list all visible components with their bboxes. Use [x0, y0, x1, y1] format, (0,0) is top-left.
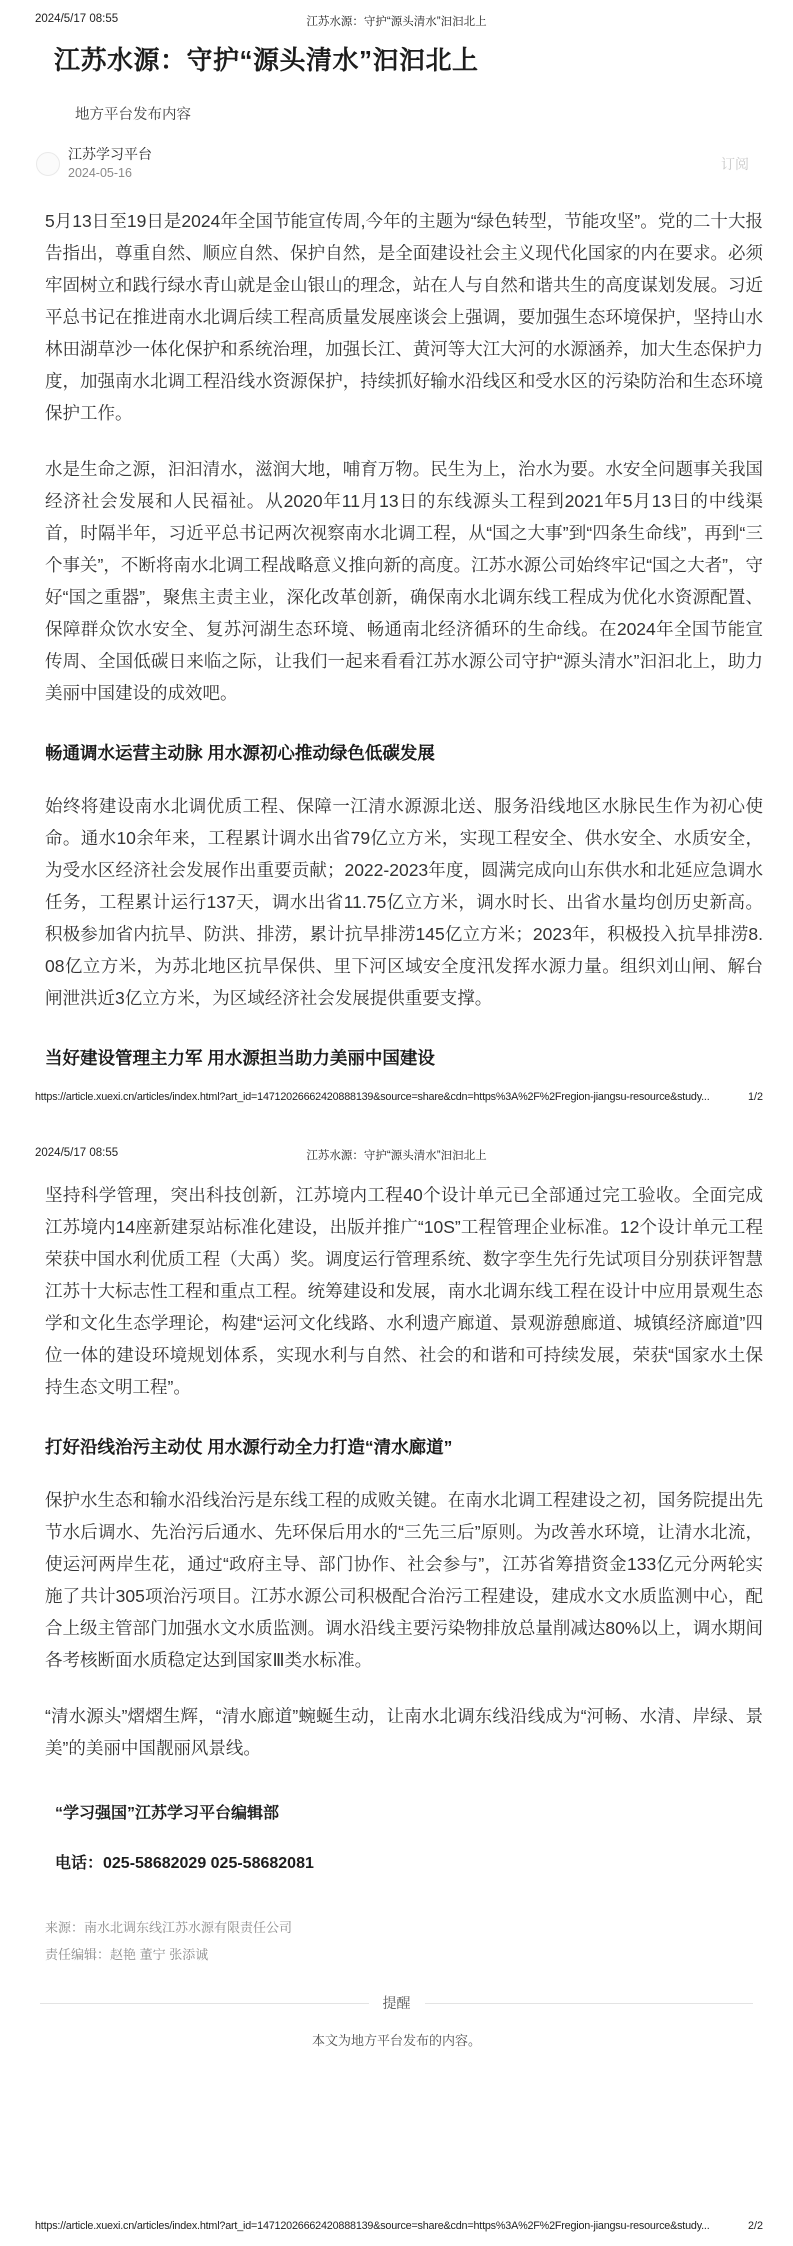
article-subtitle: 地方平台发布内容: [75, 107, 191, 123]
print-header-timestamp: 2024/5/17 08:55: [35, 1147, 119, 1159]
print-header: [0, 13, 793, 29]
editors-line: 责任编辑：赵艳 董宁 张添诚: [45, 1947, 209, 1962]
print-page-2: [0, 1123, 793, 2246]
author-text: [68, 146, 152, 181]
print-header: [0, 1147, 793, 1163]
print-footer-url: https://article.xuexi.cn/articles/index.html?art_id=14712026662420888139&source=share&cdn=https%3A%2F%2Fregion-jiangsu-resource&study...: [35, 2220, 710, 2232]
section-heading-1: 畅通调水运营主动脉 用水源初心推动绿色低碳发展: [45, 743, 435, 763]
page-number: 2/2: [747, 2220, 763, 2232]
print-footer-page2: [35, 2220, 763, 2232]
paragraph-2: 水是生命之源，汩汩清水，滋润大地，哺育万物。民生为上，治水为要。水安全问题事关我国经济社会发展和人民福祉。从2020年11月13日的东线源头工程到2021年5月13日的中线渠首，时隔半年，习近平总书记两次视察南水北调工程，从“国之大事”到“四条生命线”，再到“三个事关”，不断将南水北调工程战略意义推向新的高度。江苏水源公司始终牢记“国之大者”，守好“国之重器”，聚焦主责主业，深化改革创新，确保南水北调东线工程成为优化水资源配置、保障群众饮水安全、复苏河湖生态环境、畅通南北经济循环的生命线。在2024年全国节能宣传周、全国低碳日来临之际，让我们一起来看看江苏水源公司守护“源头清水”汩汩北上，助力美丽中国建设的成效吧。: [45, 459, 763, 703]
author-name: 江苏学习平台: [68, 146, 152, 162]
source-line: 来源：南水北调东线江苏水源有限责任公司: [45, 1920, 293, 1935]
paragraph-5: 保护水生态和输水沿线治污是东线工程的成败关键。在南水北调工程建设之初，国务院提出先节水后调水、先治污后通水、先环保后用水的“三先三后”原则。为改善水环境，让清水北流，使运河两岸生花，通过“政府主导、部门协作、社会参与”，江苏省筹措资金133亿元分两轮实施了共计305项治污项目。江苏水源公司积极配合治污工程建设，建成水文水质监测中心，配合上级主管部门加强水文水质监测。调水沿线主要污染物排放总量削减达80%以上，调水期间各考核断面水质稳定达到国家Ⅲ类水标准。: [45, 1490, 763, 1670]
contact-phone: 电话：025-58682029 025-58682081: [55, 1855, 314, 1872]
reminder-divider: [40, 1993, 753, 2013]
section-heading-3: 打好沿线治污主动仗 用水源行动全力打造“清水廊道”: [45, 1437, 453, 1457]
editorial-department: “学习强国”江苏学习平台编辑部: [55, 1805, 280, 1822]
print-footer-url: https://article.xuexi.cn/articles/index.html?art_id=14712026662420888139&source=share&cdn=https%3A%2F%2Fregion-jiangsu-resource&study...: [35, 1091, 710, 1103]
article-title: 江苏水源：守护“源头清水”汩汩北上: [54, 45, 479, 75]
print-footer-page1: [35, 1091, 763, 1103]
print-header-title: 江苏水源：守护“源头清水”汩汩北上: [306, 1150, 487, 1162]
print-header-title: 江苏水源：守护“源头清水”汩汩北上: [306, 16, 487, 28]
paragraph-6: “清水源头”熠熠生辉，“清水廊道”蜿蜒生动，让南水北调东线沿线成为“河畅、水清、岸绿、景美”的美丽中国靓丽风景线。: [45, 1706, 763, 1758]
reminder-title: 提醒: [382, 1995, 411, 2011]
page-number: 1/2: [747, 1091, 763, 1103]
author-row: [36, 146, 753, 181]
publish-date: 2024-05-16: [68, 166, 132, 180]
avatar: [36, 152, 60, 176]
paragraph-4: 坚持科学管理，突出科技创新，江苏境内工程40个设计单元已全部通过完工验收。全面完成江苏境内14座新建泵站标准化建设，出版并推广“10S”工程管理企业标准。12个设计单元工程荣获中国水利优质工程（大禹）奖。调度运行管理系统、数字孪生先行先试项目分别获评智慧江苏十大标志性工程和重点工程。统筹建设和发展，南水北调东线工程在设计中应用景观生态学和文化生态学理论，构建“运河文化线路、水利遗产廊道、景观游憩廊道、城镇经济廊道”四位一体的建设环境规划体系，实现水利与自然、社会的和谐和可持续发展，荣获“国家水土保持生态文明工程”。: [45, 1185, 763, 1397]
section-heading-2: 当好建设管理主力军 用水源担当助力美丽中国建设: [45, 1048, 435, 1068]
paragraph-1: 5月13日至19日是2024年全国节能宣传周,今年的主题为“绿色转型，节能攻坚”。党的二十大报告指出，尊重自然、顺应自然、保护自然，是全面建设社会主义现代化国家的内在要求。必须牢固树立和践行绿水青山就是金山银山的理念，站在人与自然和谐共生的高度谋划发展。习近平总书记在推进南水北调后续工程高质量发展座谈会上强调，要加强生态环境保护，坚持山水林田湖草沙一体化保护和系统治理，加强长江、黄河等大江大河的水源涵养，加大生态保护力度，加强南水北调工程沿线水资源保护，持续抓好输水沿线区和受水区的污染防治和生态环境保护工作。: [45, 211, 763, 423]
reminder-text: 本文为地方平台发布的内容。: [311, 2033, 481, 2048]
print-header-timestamp: 2024/5/17 08:55: [35, 13, 119, 25]
paragraph-3: 始终将建设南水北调优质工程、保障一江清水源源北送、服务沿线地区水脉民生作为初心使命。通水10余年来，工程累计调水出省79亿立方米，实现工程安全、供水安全、水质安全，为受水区经济社会发展作出重要贡献；2022-2023年度，圆满完成向山东供水和北延应急调水任务，工程累计运行137天，调水出省11.75亿立方米，调水时长、出省水量均创历史新高。积极参加省内抗旱、防洪、排涝，累计抗旱排涝145亿立方米；2023年，积极投入抗旱排涝8.08亿立方米，为苏北地区抗旱保供、里下河区域安全度汛发挥水源力量。组织刘山闸、解台闸泄洪近3亿立方米，为区域经济社会发展提供重要支撑。: [45, 796, 763, 1008]
subscribe-button[interactable]: 订阅: [721, 155, 749, 172]
